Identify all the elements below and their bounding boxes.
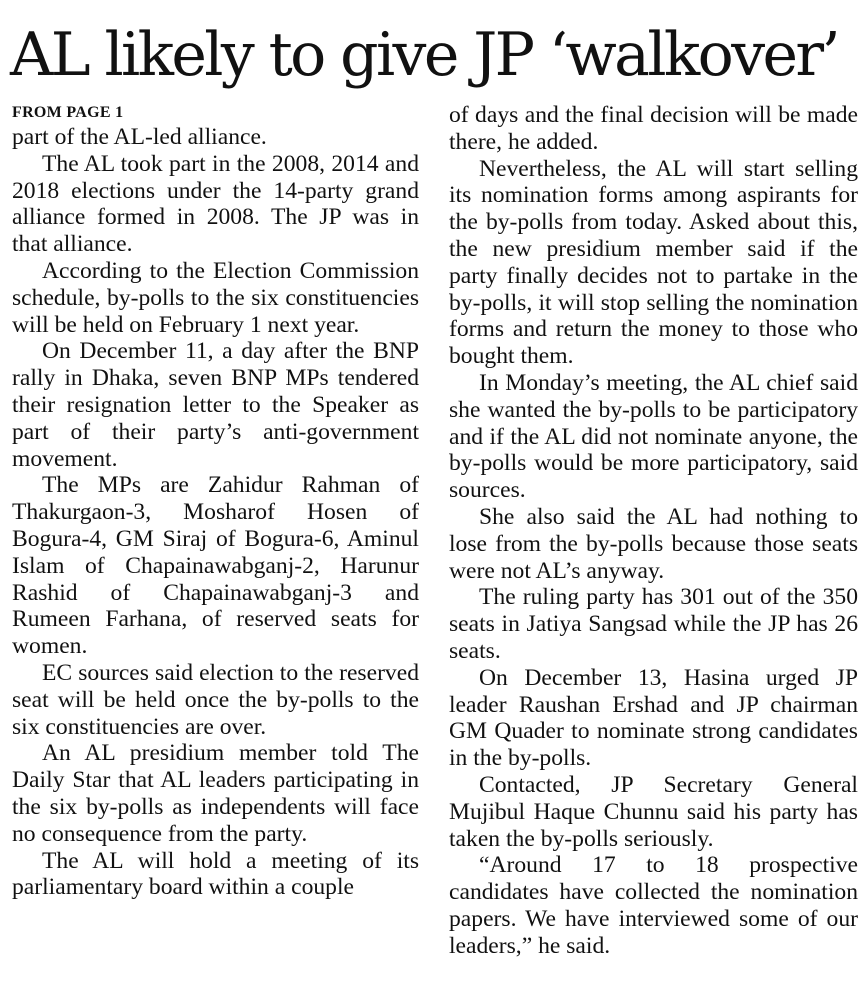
paragraph: EC sources said election to the reserved seat will be held once the by-polls to the six constituencies are over.: [12, 659, 419, 740]
paragraph: The AL will hold a meeting of its parliamentary board within a couple: [12, 847, 419, 901]
paragraph: “Around 17 to 18 prospective candidates have collected the nomination papers. We have interviewed some of our leaders,” he said.: [449, 852, 858, 959]
paragraph: According to the Election Commission schedule, by-polls to the six constituencies will be held on February 1 next year.: [12, 257, 419, 338]
kicker-from-page: FROM PAGE 1: [12, 104, 124, 121]
paragraph: An AL presidium member told The Daily Star that AL leaders participating in the six by-polls as independents will face no consequence from the party.: [12, 740, 419, 847]
paragraph: The AL took part in the 2008, 2014 and 2018 elections under the 14-party grand alliance formed in 2008. The JP was in that alliance.: [12, 150, 419, 258]
paragraph: The MPs are Zahidur Rahman of Thakurgaon-3, Mosharof Hosen of Bogura-4, GM Siraj of Bogura-6, Aminul Islam of Chapainawabganj-2, Harunur Rashid of Chapainawabganj-3 and Rumeen Farhana, of reserved seats for women.: [12, 472, 419, 660]
paragraph: On December 11, a day after the BNP rally in Dhaka, seven BNP MPs tendered their resignation letter to the Speaker as part of their party’s anti-government movement.: [12, 338, 419, 472]
paragraph: The ruling party has 301 out of the 350 seats in Jatiya Sangsad while the JP has 26 seats.: [449, 584, 858, 664]
article-column-left: [12, 102, 419, 901]
article-column-right: [449, 102, 858, 960]
paragraph: Contacted, JP Secretary General Mujibul Haque Chunnu said his party has taken the by-polls seriously.: [449, 771, 858, 852]
paragraph: part of the AL-led alliance.: [12, 124, 267, 150]
paragraph: Nevertheless, the AL will start selling its nomination forms among aspirants for the by-polls from today. Asked about this, the new presidium member said if the party finally decides not to partake in the by-polls, it will stop selling the nomination forms and return the money to those who bought them.: [449, 155, 858, 370]
paragraph: of days and the final decision will be made there, he added.: [449, 102, 858, 155]
paragraph: She also said the AL had nothing to lose from the by-polls because those seats were not AL’s anyway.: [449, 503, 858, 584]
paragraph: In Monday’s meeting, the AL chief said she wanted the by-polls to be participatory and if the AL did not nominate anyone, the by-polls would be more participatory, said sources.: [449, 369, 858, 504]
paragraph: On December 13, Hasina urged JP leader Raushan Ershad and JP chairman GM Quader to nominate strong candidates in the by-polls.: [449, 664, 858, 772]
headline: AL likely to give JP ‘walkover’: [10, 20, 838, 90]
